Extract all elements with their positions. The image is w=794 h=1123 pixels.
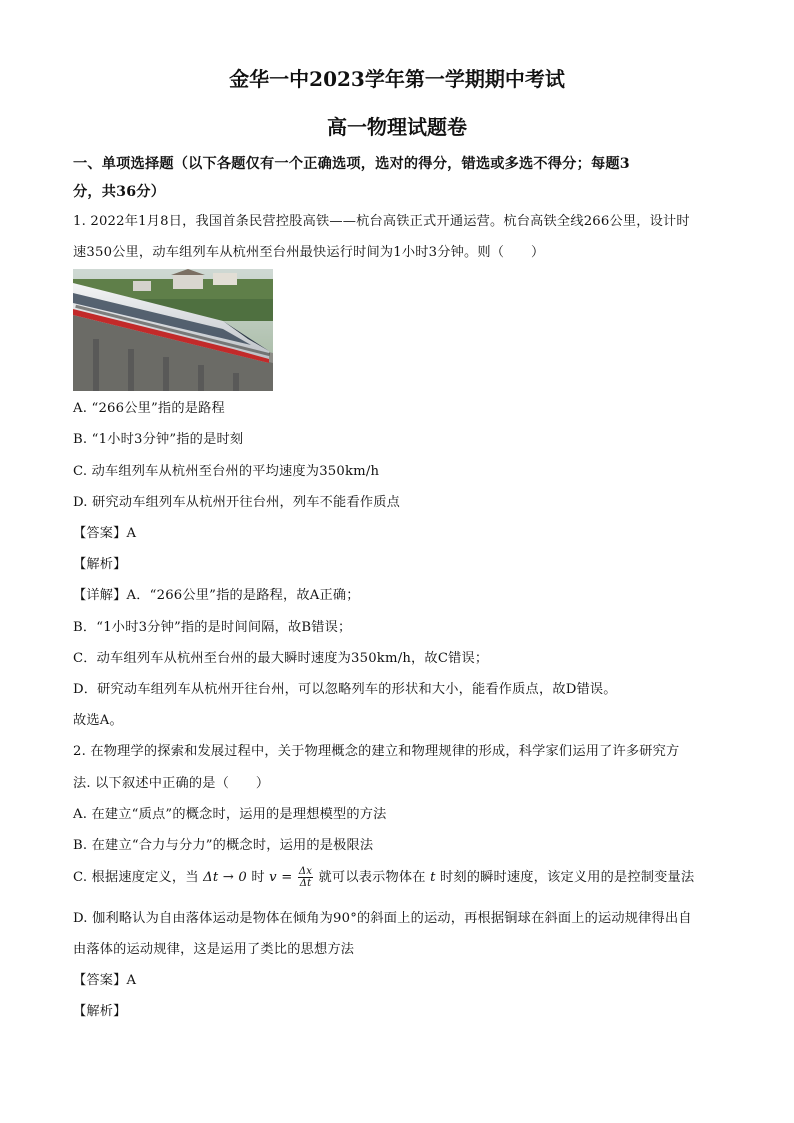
q1-option-a: A. “266公里”指的是路程 — [73, 401, 225, 416]
section-heading-line1: 一、单项选择题（以下各题仅有一个正确选项，选对的得分，错选或多选不得分；每题3 — [73, 156, 630, 172]
q1-detail-c: C．动车组列车从杭州至台州的最大瞬时速度为350km/h，故C错误； — [73, 651, 489, 666]
q2-option-c-mid: 就可以表示物体在 — [318, 870, 426, 885]
q1-answer: 【答案】A — [73, 526, 137, 541]
q1-detail-a: 【详解】A．“266公里”指的是路程，故A正确； — [73, 588, 360, 603]
q1-option-d: D. 研究动车组列车从杭州开往台州，列车不能看作质点 — [73, 495, 400, 510]
q2-limit-condition: Δt → 0 — [203, 869, 247, 885]
exam-subtitle: 高一物理试题卷 — [327, 115, 467, 139]
q2-option-c-prefix: C. 根据速度定义，当 — [73, 870, 199, 885]
q2-answer: 【答案】A — [73, 973, 137, 988]
q1-detail-b: B．“1小时3分钟”指的是时间间隔，故B错误； — [73, 620, 352, 635]
train-illustration — [73, 269, 273, 391]
q2-option-a: A. 在建立“质点”的概念时，运用的是理想模型的方法 — [73, 807, 387, 822]
q1-detail-d: D．研究动车组列车从杭州开往台州，可以忽略列车的形状和大小，能看作质点，故D错误。 — [73, 682, 617, 697]
q2-analysis-label: 【解析】 — [73, 1004, 127, 1019]
q1-analysis-label: 【解析】 — [73, 557, 127, 572]
q2-stem-line2: 法. 以下叙述中正确的是（ ） — [73, 776, 270, 791]
section-heading-line2: 分，共36分） — [73, 184, 166, 200]
train-photo — [73, 269, 273, 391]
q2-option-b: B. 在建立“合力与分力”的概念时，运用的是极限法 — [73, 838, 374, 853]
q2-velocity-symbol: v = — [269, 869, 293, 885]
q2-option-c-when: 时 — [251, 870, 265, 885]
q2-option-d-line2: 由落体的运动规律，这是运用了类比的思想方法 — [73, 942, 355, 957]
exam-title: 金华一中2023学年第一学期期中考试 — [229, 67, 565, 91]
q2-option-c-suffix: 时刻的瞬时速度，该定义用的是控制变量法 — [439, 870, 695, 885]
q2-velocity-fraction — [298, 866, 313, 889]
q1-stem-line2: 速350公里，动车组列车从杭州至台州最快运行时间为1小时3分钟。则（ ） — [73, 245, 545, 260]
q1-conclusion: 故选A。 — [73, 713, 123, 728]
q2-fraction-numerator: Δx — [298, 866, 313, 877]
q1-stem-line1: 1. 2022年1月8日，我国首条民营控股高铁——杭台高铁正式开通运营。杭台高铁全线266公里，设计时 — [73, 214, 690, 229]
q2-option-d-line1: D. 伽利略认为自由落体运动是物体在倾角为90°的斜面上的运动，再根据铜球在斜面上的运动规律得出自 — [73, 911, 692, 926]
q2-fraction-denominator: Δt — [299, 878, 312, 889]
q2-stem-line1: 2. 在物理学的探索和发展过程中，关于物理概念的建立和物理规律的形成，科学家们运用了许多研究方 — [73, 744, 680, 759]
q2-time-symbol: t — [430, 869, 436, 885]
q1-option-c: C. 动车组列车从杭州至台州的平均速度为350km/h — [73, 464, 380, 479]
q1-option-b: B. “1小时3分钟”指的是时刻 — [73, 432, 244, 447]
q2-option-c — [73, 866, 723, 889]
